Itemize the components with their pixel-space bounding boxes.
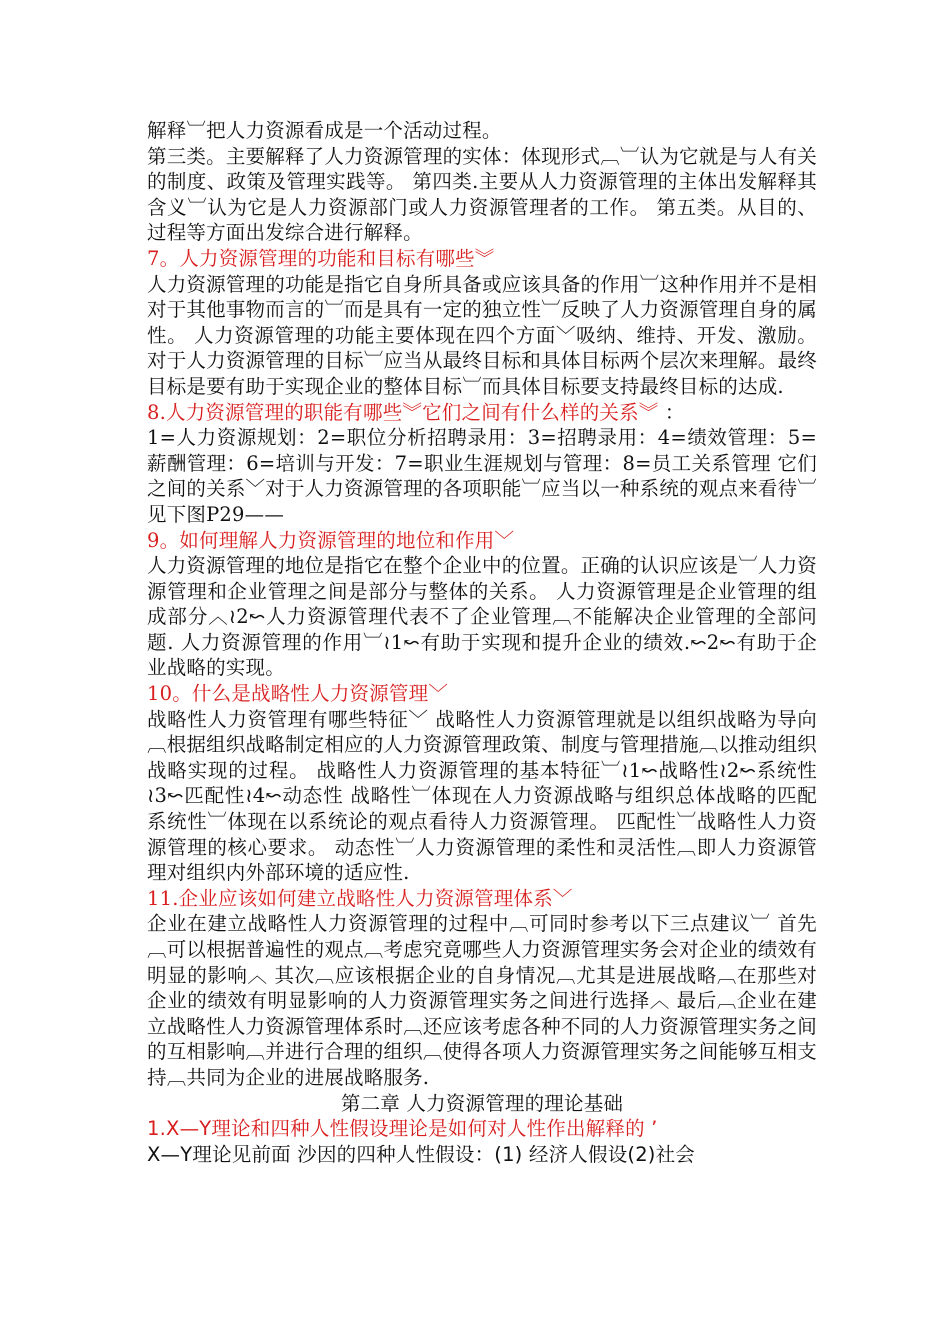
question-7-heading: 7。人力资源管理的功能和目标有哪些︾	[147, 246, 495, 270]
question-11-heading: 11.企业应该如何建立战略性人力资源管理体系﹀	[147, 886, 573, 910]
answer-10: 战略性人力资管理有哪些特征﹀ 战略性人力资源管理就是以组织战略为导向︹根据组织战略制定相应的人力资源管理政策、制度与管理措施︹以推动组织战略实现的过程。 战略性人力资源管理的基本特征︺≀1↜战略性≀2↜系统性≀3↜匹配性≀4↜动态性 战略性︺体现在人力资源战略与组织总体战略的匹配 系统性︺体现在以系统论的观点看待人力资源管理。 匹配性︺战略性人力资源管理的核心要求。 动态性︺人力资源管理的柔性和灵活性︹即人力资源管理对组织内外部环境的适应性.	[147, 707, 817, 885]
answer-9: 人力资源管理的地位是指它在整个企业中的位置。正确的认识应该是︺人力资源管理和企业管理之间是部分与整体的关系。 人力资源管理是企业管理的组成部分︿≀2↜人力资源管理代表不了企业管理︹不能解决企业管理的全部问题. 人力资源管理的作用︺≀1↜有助于实现和提升企业的绩效.↜2↜有助于企业战略的实现。	[147, 554, 817, 680]
question-8-heading: 8.人力资源管理的职能有哪些︾它们之间有什么样的关系︾	[147, 400, 659, 424]
question-8-colon: ：	[658, 400, 685, 424]
question-8-line	[147, 400, 817, 426]
document-page	[147, 118, 817, 1167]
paragraph-type-two: 解释︺把人力资源看成是一个活动过程。	[147, 119, 502, 142]
question-9-heading: 9。如何理解人力资源管理的地位和作用﹀	[147, 528, 515, 552]
answer-7: 人力资源管理的功能是指它自身所具备或应该具备的作用︺这种作用并不是相对于其他事物而言的︺而是具有一定的独立性︺反映了人力资源管理自身的属性。 人力资源管理的功能主要体现在四个方面﹀吸纳、维持、开发、激励。 对于人力资源管理的目标︺应当从最终目标和具体目标两个层次来理解。最终目标是要有助于实现企业的整体目标︺而具体目标要支持最终目标的达成.	[147, 272, 817, 398]
question-10-heading: 10。什么是战略性人力资源管理﹀	[147, 682, 449, 706]
answer-11: 企业在建立战略性人力资源管理的过程中︹可同时参考以下三点建议︺ 首先︹可以根据普遍性的观点︹考虑究竟哪些人力资源管理实务会对企业的绩效有明显的影响︿ 其次︹应该根据企业的自身情况︹尤其是进展战略︹在那些对企业的绩效有明显影响的人力资源管理实务之间进行选择︿ 最后︹企业在建立战略性人力资源管理体系时︹还应该考虑各种不同的人力资源管理实务之间的互相影响︹并进行合理的组织︹使得各项人力资源管理实务之间能够互相支持︹共同为企业的进展战略服务.	[147, 912, 817, 1089]
paragraph-types-three-to-five: 第三类。主要解释了人力资源管理的实体：体现形式︹︺认为它就是与人有关的制度、政策及管理实践等。 第四类.主要从人力资源管理的主体出发解释其含义︺认为它是人力资源部门或人力资源管理者的工作。 第五类。从目的、过程等方面出发综合进行解释。	[147, 144, 817, 245]
chapter-2-title: 第二章 人力资源管理的理论基础	[340, 1091, 624, 1115]
chapter-2-answer-1: X—Y理论见前面 沙因的四种人性假设：(1) 经济人假设(2)社会	[147, 1142, 696, 1166]
answer-8: 1=人力资源规划：2=职位分析招聘录用：3=招聘录用：4=绩效管理：5=薪酬管理：6=培训与开发：7=职业生涯规划与管理：8=员工关系管理 它们之间的关系﹀对于人力资源管理的各项职能︺应当以一种系统的观点来看待︺见下图P29——	[147, 426, 817, 526]
chapter-2-question-1-heading: 1.X—Y理论和四种人性假设理论是如何对人性作出解释的 ’	[147, 1117, 658, 1141]
